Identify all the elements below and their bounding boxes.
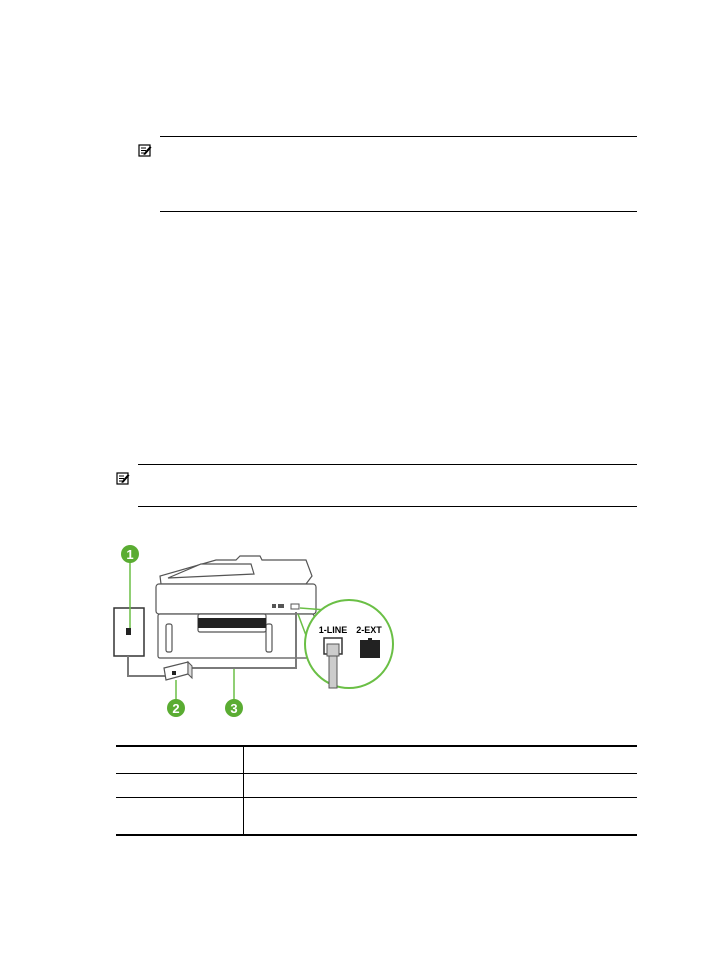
callout-3: [225, 699, 243, 717]
port-label-line: 1-LINE: [318, 625, 348, 635]
fax-connection-diagram: [106, 540, 396, 720]
table-row: [116, 773, 637, 797]
note-bottom-rule: [138, 506, 637, 507]
connection-table: [116, 745, 637, 836]
dsl-filter: [164, 662, 192, 680]
note-icon: [116, 471, 130, 485]
paper-path-roller: [198, 618, 266, 628]
note-top-rule: [160, 136, 637, 137]
callout-1: [121, 545, 139, 563]
table-cell: [244, 797, 638, 835]
table-header-cell: [116, 746, 244, 773]
callout-2: [167, 699, 185, 717]
printer-illustration: [156, 556, 316, 658]
note-top-rule: [138, 464, 637, 465]
svg-text:1: 1: [126, 547, 134, 562]
table-row: [116, 797, 637, 835]
note-bottom-rule: [160, 211, 637, 212]
table-header-cell: [244, 746, 638, 773]
table-cell: [244, 773, 638, 797]
svg-text:3: 3: [230, 701, 238, 716]
table-cell: [116, 773, 244, 797]
table-cell: [116, 797, 244, 835]
table-header-row: [116, 746, 637, 773]
wall-jack: [114, 608, 144, 656]
port-label-ext: 2-EXT: [356, 625, 382, 635]
ext-port: [360, 638, 380, 658]
svg-text:2: 2: [172, 701, 180, 716]
note-icon: [138, 143, 152, 157]
